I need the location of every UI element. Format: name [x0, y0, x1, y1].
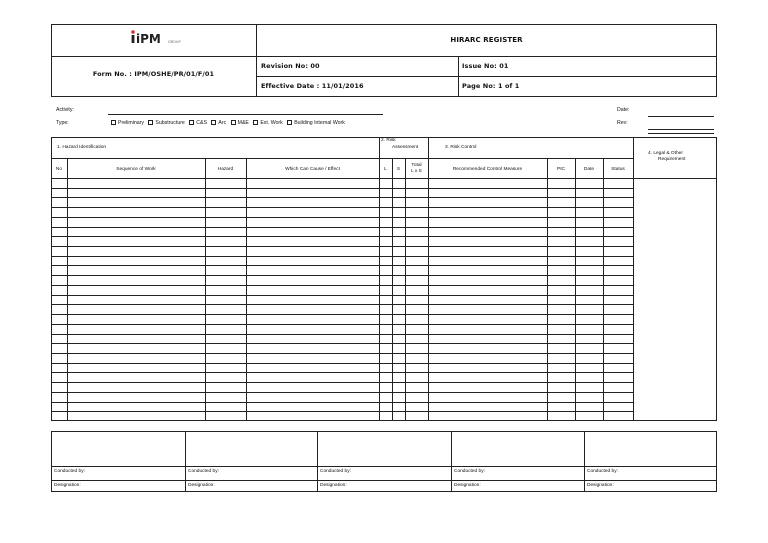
designation-label: Designation:: [454, 483, 481, 488]
table-row-line: [51, 285, 633, 286]
activity-label: Activity:: [56, 107, 74, 113]
header-divider-vertical: [256, 24, 257, 97]
document-title: HIRARC REGISTER: [450, 36, 523, 44]
table-column-line: [547, 158, 548, 421]
signature-column-divider: [185, 431, 186, 492]
table-row-line: [51, 343, 633, 344]
date-label: Date:: [617, 107, 630, 113]
table-row-line: [51, 207, 633, 208]
signature-column-divider: [317, 431, 318, 492]
company-logo: [130, 29, 190, 45]
designation-label: Designation:: [587, 483, 614, 488]
col-no: No: [55, 167, 63, 172]
table-row-line: [633, 178, 717, 179]
col-total-2: L x S: [411, 169, 422, 174]
signature-column-divider: [584, 431, 585, 492]
table-row-line: [51, 217, 633, 218]
table-row-line: [51, 178, 633, 179]
table-row-line: [51, 236, 633, 237]
type-option-label: M&E: [237, 120, 249, 126]
issue-number: Issue No: 01: [462, 62, 509, 70]
table-column-line: [246, 158, 247, 421]
type-option-label: C&S: [196, 120, 207, 126]
col-total: Total: [411, 163, 422, 168]
conducted-by-label: Conducted by:: [454, 469, 485, 474]
table-row-line: [51, 314, 633, 315]
signature-block: [51, 431, 717, 492]
ipm-logo-icon: [130, 29, 190, 45]
checkbox-substructure[interactable]: [148, 120, 153, 125]
designation-label: Designation:: [320, 483, 347, 488]
group-legal: 4. Legal & Other: [648, 151, 683, 156]
signature-divider: [51, 480, 717, 481]
table-row-line: [51, 265, 633, 266]
type-option-label: Preliminary: [118, 120, 144, 126]
revision-number: Revision No: 00: [261, 62, 320, 70]
table-legal-divider: [633, 137, 634, 421]
col-l: L: [384, 167, 387, 172]
logo-text: iPM: [136, 32, 161, 45]
signature-divider: [51, 466, 717, 467]
form-number: Form No. : IPM/OSHE/PR/01/F/01: [92, 70, 215, 78]
type-option-label: Building Internal Work: [294, 120, 345, 126]
type-option-label: Arc: [218, 120, 227, 126]
group-risk-assessment-2: Assessment: [392, 145, 419, 150]
table-row-line: [51, 246, 633, 247]
col-date: Date: [583, 167, 595, 172]
checkbox-arc[interactable]: [211, 120, 216, 125]
table-group-divider: [51, 158, 633, 159]
table-row-line: [51, 188, 633, 189]
conducted-by-label: Conducted by:: [587, 469, 618, 474]
table-row-line: [51, 382, 633, 383]
table-row-line: [51, 402, 633, 403]
table-row-line: [51, 324, 633, 325]
table-row-line: [51, 334, 633, 335]
rev-field-underline: [648, 133, 714, 134]
group-legal-2: Requirement: [658, 157, 686, 162]
logo-subtext: GROUP: [168, 40, 181, 44]
table-row-line: [51, 295, 633, 296]
col-status: Status: [611, 167, 625, 172]
table-column-line: [392, 158, 393, 421]
col-sequence: Sequence of Work: [116, 167, 156, 172]
hirarc-table: [51, 137, 717, 421]
table-control-divider: [428, 137, 429, 421]
table-row-line: [51, 353, 633, 354]
table-column-line: [575, 158, 576, 421]
conducted-by-label: Conducted by:: [188, 469, 219, 474]
type-label: Type:: [56, 120, 69, 126]
header-divider: [51, 56, 717, 57]
col-control: Recommended Control Measure: [452, 167, 523, 172]
table-row-line: [51, 304, 633, 305]
page-number: Page No: 1 of 1: [462, 82, 520, 90]
group-hazard-identification: 1. Hazard Identification: [57, 145, 107, 150]
checkbox-ext-work[interactable]: [253, 120, 258, 125]
table-column-line: [67, 158, 68, 421]
table-row-line: [51, 363, 633, 364]
checkbox-preliminary[interactable]: [111, 120, 116, 125]
group-risk-assessment: 2. Risk: [381, 138, 396, 143]
checkbox-building-internal[interactable]: [287, 120, 292, 125]
checkbox-cs[interactable]: [189, 120, 194, 125]
group-risk-control: 3. Risk Control: [445, 145, 477, 150]
col-hazard: Hazard: [217, 167, 234, 172]
table-row-line: [51, 256, 633, 257]
checkbox-me[interactable]: [231, 120, 236, 125]
conducted-by-label: Conducted by:: [54, 469, 85, 474]
table-column-line: [405, 158, 406, 421]
table-row-line: [51, 411, 633, 412]
designation-label: Designation:: [54, 483, 81, 488]
table-column-line: [205, 158, 206, 421]
type-options: [108, 120, 345, 126]
table-column-line: [603, 158, 604, 421]
table-row-line: [51, 392, 633, 393]
type-option-label: Substructure: [155, 120, 185, 126]
table-risk-divider: [379, 137, 380, 421]
date-field[interactable]: [648, 116, 714, 117]
table-row-line: [51, 227, 633, 228]
designation-label: Designation:: [188, 483, 215, 488]
conducted-by-label: Conducted by:: [320, 469, 351, 474]
signature-column-divider: [451, 431, 452, 492]
col-effect: Which Can Cause / Effect: [285, 167, 340, 172]
col-pic: PIC: [557, 167, 565, 172]
table-row-line: [51, 197, 633, 198]
rev-label: Rev:: [617, 120, 628, 126]
rev-field[interactable]: [648, 129, 714, 130]
table-row-line: [51, 275, 633, 276]
table-row-line: [51, 372, 633, 373]
effective-date: Effective Date : 11/01/2016: [261, 82, 364, 90]
type-option-label: Ext. Work: [260, 120, 283, 126]
col-s: S: [396, 167, 401, 172]
activity-field[interactable]: [108, 114, 383, 115]
header-divider: [256, 76, 717, 77]
